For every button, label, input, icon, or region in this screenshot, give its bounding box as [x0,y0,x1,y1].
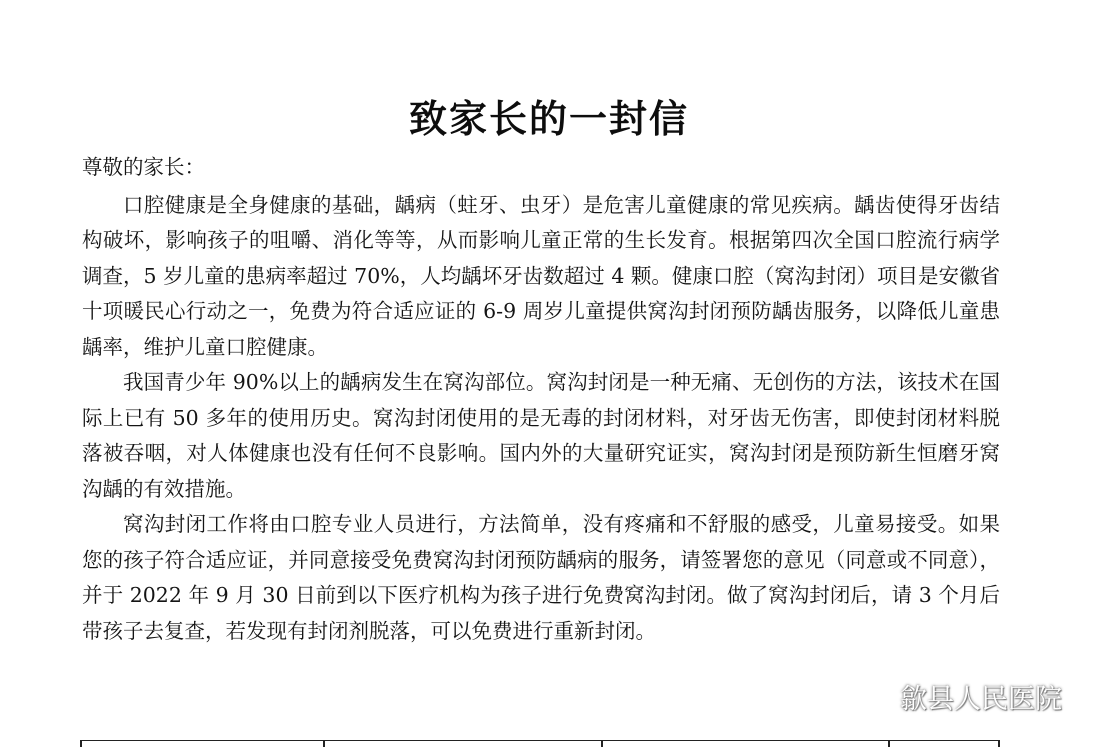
wechat-icon [862,681,892,711]
paragraph-2: 我国青少年 90%以上的龋病发生在窝沟部位。窝沟封闭是一种无痛、无创伤的方法，该技术在国际上已有 50 多年的使用历史。窝沟封闭使用的是无毒的封闭材料，对牙齿无伤害，即使封闭材料脱落被吞咽，对人体健康也没有任何不良影响。国内外的大量研究证实，窝沟封闭是预防新生恒磨牙窝沟龋的有效措施。 [82,370,1000,501]
paragraph-1: 口腔健康是全身健康的基础，龋病（蛀牙、虫牙）是危害儿童健康的常见疾病。龋齿使得牙齿结构破坏，影响孩子的咀嚼、消化等等，从而影响儿童正常的生长发育。根据第四次全国口腔流行病学调查，5 岁儿童的患病率超过 70%，人均龋坏牙齿数超过 4 颗。健康口腔（窝沟封闭）项目是安徽省十项暖民心行动之一，免费为符合适应证的 6-9 周岁儿童提供窝沟封闭预防龋齿服务，以降低儿童患龋率，维护儿童口腔健康。 [82,192,1000,359]
paragraph-3: 窝沟封闭工作将由口腔专业人员进行，方法简单，没有疼痛和不舒服的感受，儿童易接受。如果您的孩子符合适应证，并同意接受免费窝沟封闭预防龋病的服务，请签署您的意见（同意或不同意），并于 2022 年 9 月 30 日前到以下医疗机构为孩子进行免费窝沟封闭。做了窝沟封闭后，请 3 个月后带孩子去复查，若发现有封闭剂脱落，可以免费进行重新封闭。 [82,512,1000,643]
table-top-border [80,740,1000,745]
watermark [862,676,1062,716]
greeting: 尊敬的家长： [82,155,205,179]
watermark-text: 歙县人民医院 [900,683,1062,715]
page-title: 致家长的一封信 [408,97,689,141]
letter-body [82,150,1000,649]
